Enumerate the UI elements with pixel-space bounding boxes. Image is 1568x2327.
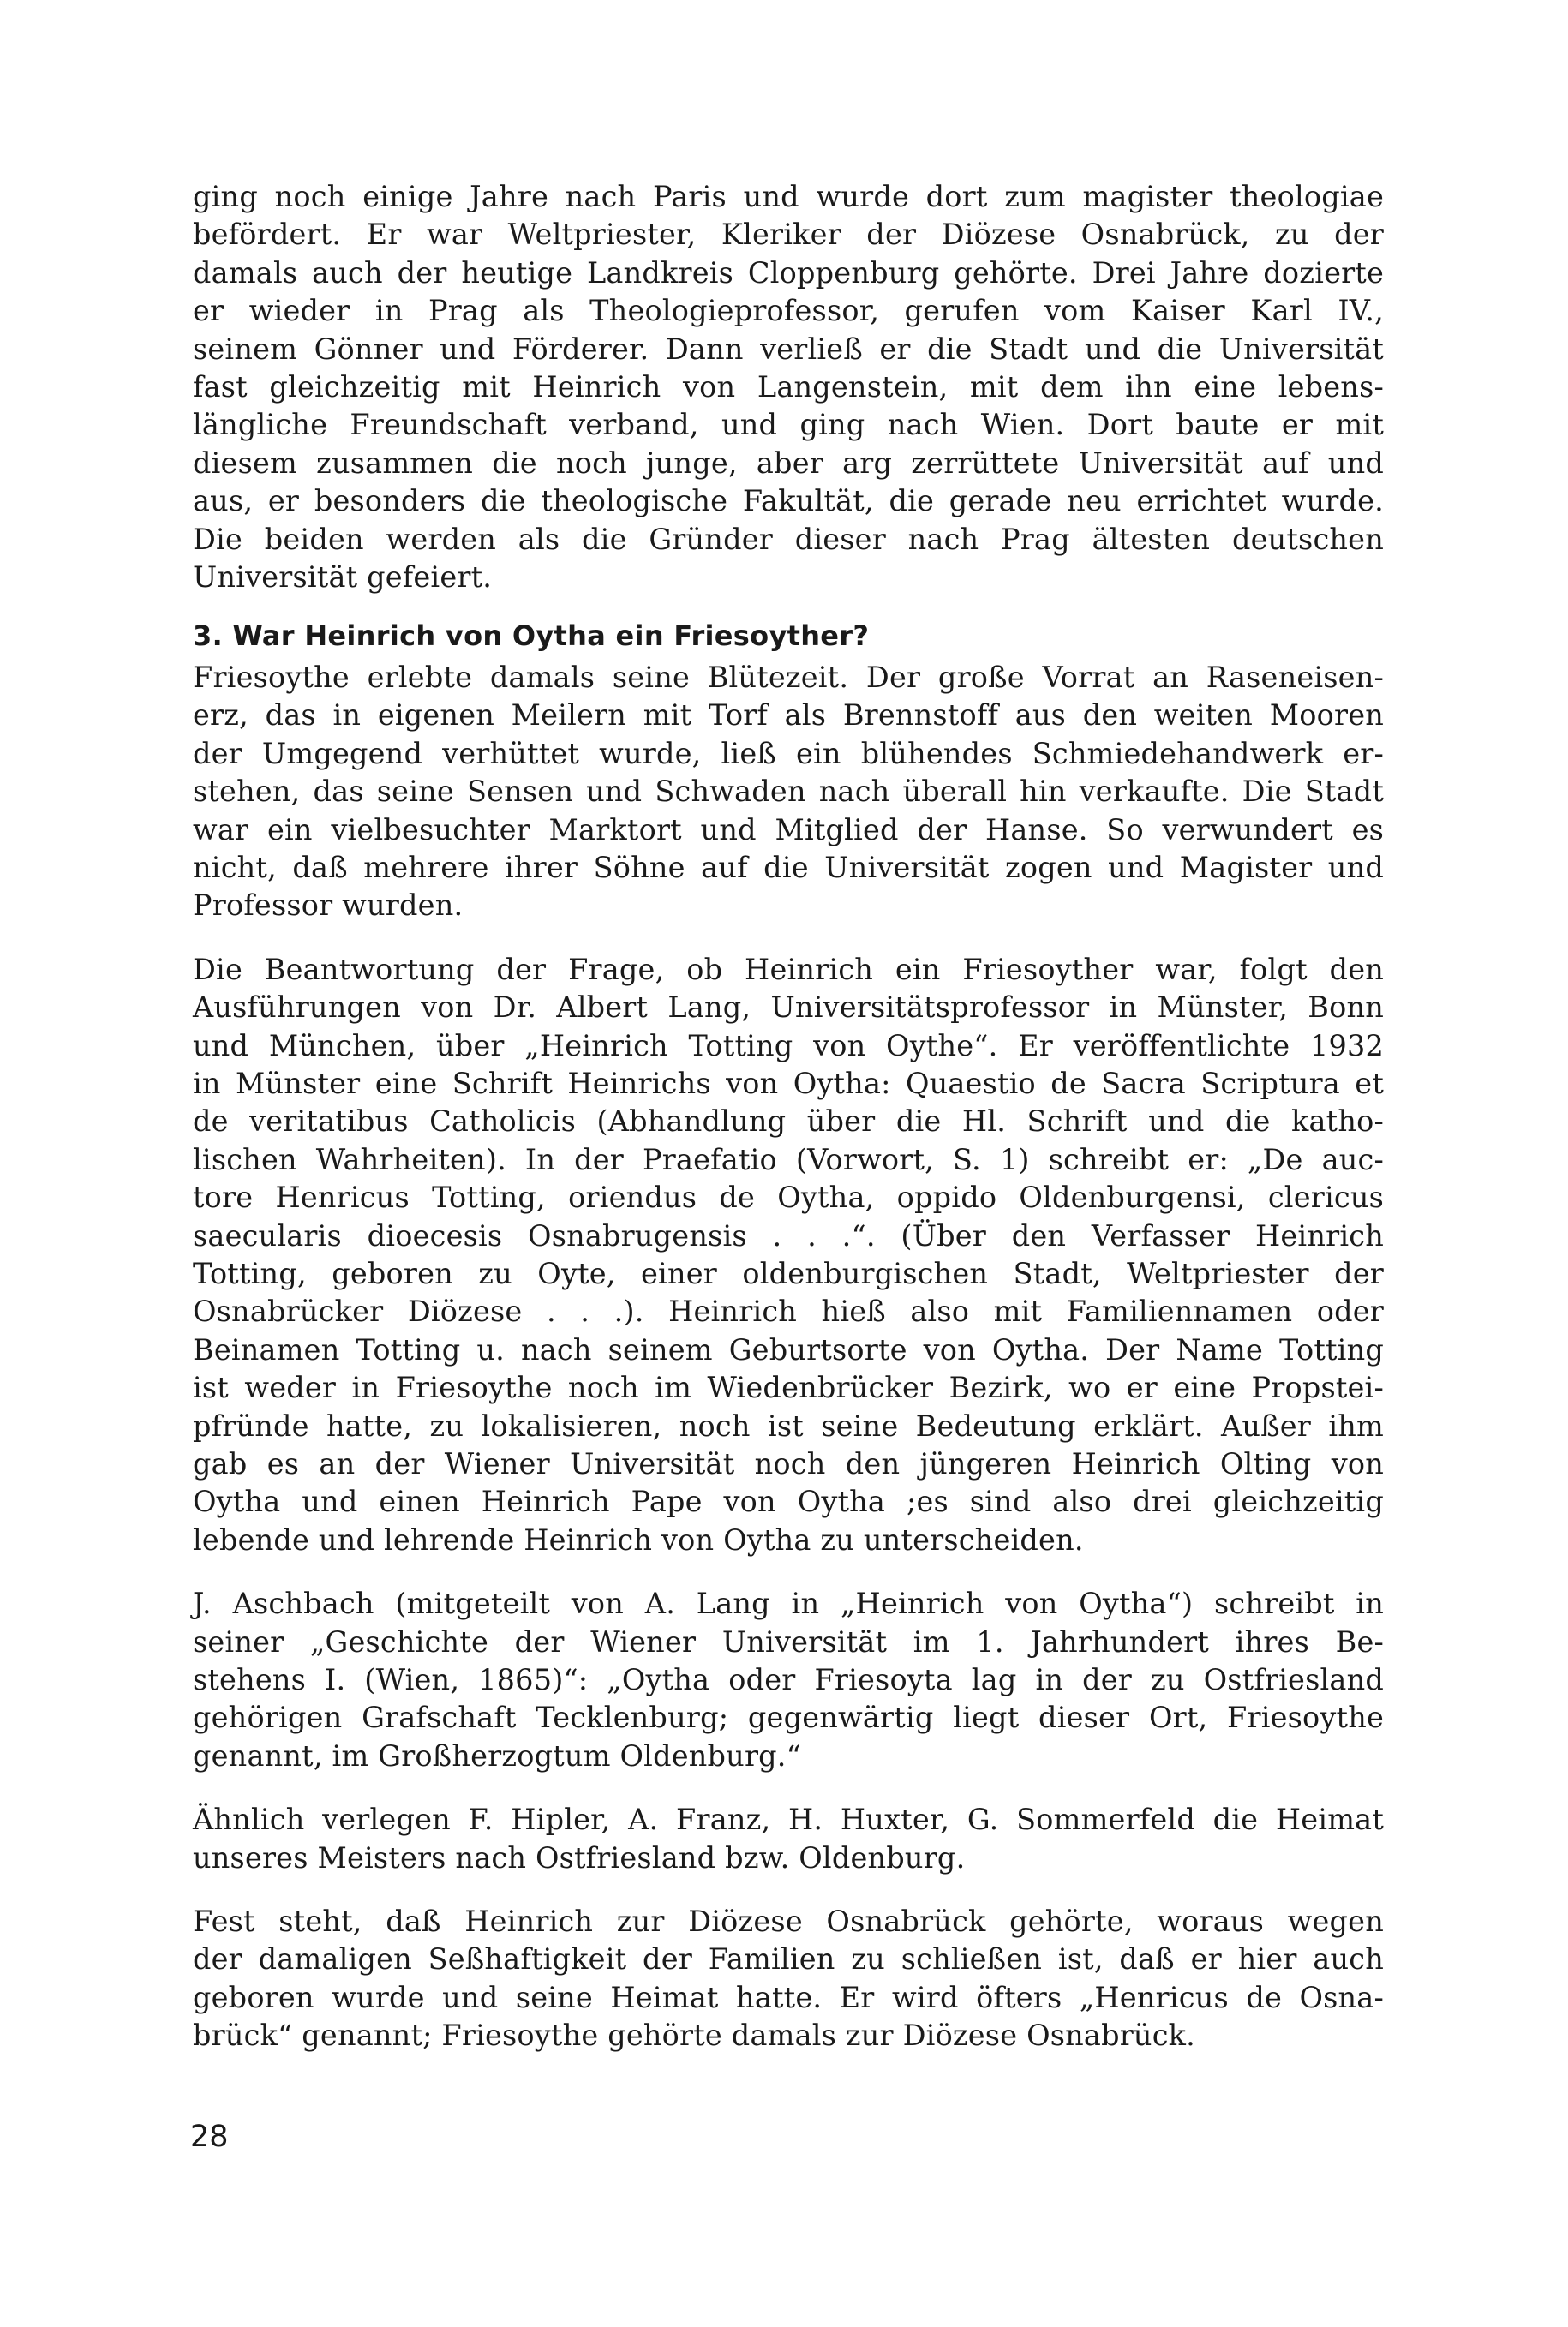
text-line: tore Henricus Totting, oriendus de Oytha, oppido Oldenburgensi, clericus xyxy=(193,1181,1384,1215)
text-line: längliche Freundschaft verband, und ging nach Wien. Dort baute er mit xyxy=(193,408,1384,442)
text-line: seiner „Geschichte der Wiener Universität im 1. Jahrhundert ihres Be- xyxy=(193,1624,1384,1659)
text-line: stehen, das seine Sensen und Schwaden nach überall hin verkaufte. Die Stadt xyxy=(193,775,1384,809)
text-line: J. Aschbach (mitgeteilt von A. Lang in „Heinrich von Oytha“) schreibt in xyxy=(193,1587,1384,1621)
text-line: der Umgegend verhüttet wurde, ließ ein blühendes Schmiedehandwerk er- xyxy=(193,736,1384,770)
text-line: in Münster eine Schrift Heinrichs von Oytha: Quaestio de Sacra Scriptura et xyxy=(193,1066,1384,1100)
text-line: Ähnlich verlegen F. Hipler, A. Franz, H. Huxter, G. Sommerfeld die Heimat xyxy=(193,1803,1384,1837)
paragraph xyxy=(193,659,1384,925)
paragraph xyxy=(193,1585,1384,1775)
text-line: Professor wurden. xyxy=(193,888,464,923)
text-line: Die beiden werden als die Gründer dieser nach Prag ältesten deutschen xyxy=(193,522,1384,556)
text-line: gehörigen Grafschaft Tecklenburg; gegenwärtig liegt dieser Ort, Friesoythe xyxy=(193,1701,1384,1735)
text-line: Ausführungen von Dr. Albert Lang, Universitätsprofessor in Münster, Bonn xyxy=(193,990,1384,1025)
paragraph xyxy=(193,951,1384,1560)
text-line: und München, über „Heinrich Totting von Oythe“. Er veröffentlichte 1932 xyxy=(193,1028,1384,1062)
section-heading: 3. War Heinrich von Oytha ein Friesoyther? xyxy=(193,619,870,653)
text-line: Osnabrücker Diözese . . .). Heinrich hieß also mit Familiennamen oder xyxy=(193,1295,1384,1329)
paragraph-continuation xyxy=(193,178,1384,596)
text-line: gab es an der Wiener Universität noch den jüngeren Heinrich Olting von xyxy=(193,1447,1384,1481)
text-line: der damaligen Seßhaftigkeit der Familien zu schließen ist, daß er hier auch xyxy=(193,1942,1384,1977)
text-line: genannt, im Großherzogtum Oldenburg.“ xyxy=(193,1738,801,1773)
text-line: ist weder in Friesoythe noch im Wiedenbrücker Bezirk, wo er eine Propstei- xyxy=(193,1371,1384,1405)
text-line: Universität gefeiert. xyxy=(193,560,493,595)
text-line: brück“ genannt; Friesoythe gehörte damals zur Diözese Osnabrück. xyxy=(193,2019,1196,2053)
text-line: seinem Gönner und Förderer. Dann verließ er die Stadt und die Universität xyxy=(193,332,1384,366)
text-line: saecularis dioecesis Osnabrugensis . . .“. (Über den Verfasser Heinrich xyxy=(193,1218,1384,1253)
text-line: unseres Meisters nach Ostfriesland bzw. Oldenburg. xyxy=(193,1840,966,1875)
text-line: Totting, geboren zu Oyte, einer oldenburgischen Stadt, Weltpriester der xyxy=(193,1256,1384,1290)
page-number: 28 xyxy=(190,2120,229,2154)
text-line: geboren wurde und seine Heimat hatte. Er wird öfters „Henricus de Osna- xyxy=(193,1980,1384,2014)
text-line: pfründe hatte, zu lokalisieren, noch ist seine Bedeutung erklärt. Außer ihm xyxy=(193,1409,1384,1443)
text-line: damals auch der heutige Landkreis Cloppenburg gehörte. Drei Jahre dozierte xyxy=(193,255,1384,290)
text-line: aus, er besonders die theologische Fakultät, die gerade neu errichtet wurde. xyxy=(193,484,1384,518)
document-body xyxy=(193,178,1384,2055)
text-line: ging noch einige Jahre nach Paris und wurde dort zum magister theologiae xyxy=(193,180,1384,213)
text-line: lischen Wahrheiten). In der Praefatio (Vorwort, S. 1) schreibt er: „De auc- xyxy=(193,1142,1384,1176)
text-line: stehens I. (Wien, 1865)“: „Oytha oder Friesoyta lag in der zu Ostfriesland xyxy=(193,1663,1384,1697)
text-line: Die Beantwortung der Frage, ob Heinrich ein Friesoyther war, folgt den xyxy=(193,952,1384,986)
text-line: fast gleichzeitig mit Heinrich von Langenstein, mit dem ihn eine lebens- xyxy=(193,370,1384,404)
paragraph xyxy=(193,1903,1384,2055)
text-line: nicht, daß mehrere ihrer Söhne auf die Universität zogen und Magister und xyxy=(193,850,1384,884)
text-line: de veritatibus Catholicis (Abhandlung über die Hl. Schrift und die katho- xyxy=(193,1104,1384,1139)
text-line: war ein vielbesuchter Marktort und Mitglied der Hanse. So verwundert es xyxy=(193,812,1384,846)
text-line: Oytha und einen Heinrich Pape von Oytha ;es sind also drei gleichzeitig xyxy=(193,1485,1384,1519)
text-line: erz, das in eigenen Meilern mit Torf als Brennstoff aus den weiten Mooren xyxy=(193,698,1384,733)
paragraph xyxy=(193,1801,1384,1877)
text-line: Beinamen Totting u. nach seinem Geburtsorte von Oytha. Der Name Totting xyxy=(193,1332,1384,1367)
text-line: Friesoythe erlebte damals seine Blütezeit. Der große Vorrat an Raseneisen- xyxy=(193,660,1384,694)
text-line: befördert. Er war Weltpriester, Kleriker der Diözese Osnabrück, zu der xyxy=(193,218,1384,252)
text-line: Fest steht, daß Heinrich zur Diözese Osnabrück gehörte, woraus wegen xyxy=(193,1905,1384,1939)
text-line: lebende und lehrende Heinrich von Oytha zu unterscheiden. xyxy=(193,1522,1084,1557)
text-line: er wieder in Prag als Theologieprofessor, gerufen vom Kaiser Karl IV., xyxy=(193,294,1384,328)
text-line: diesem zusammen die noch junge, aber arg zerrüttete Universität auf und xyxy=(193,446,1384,480)
